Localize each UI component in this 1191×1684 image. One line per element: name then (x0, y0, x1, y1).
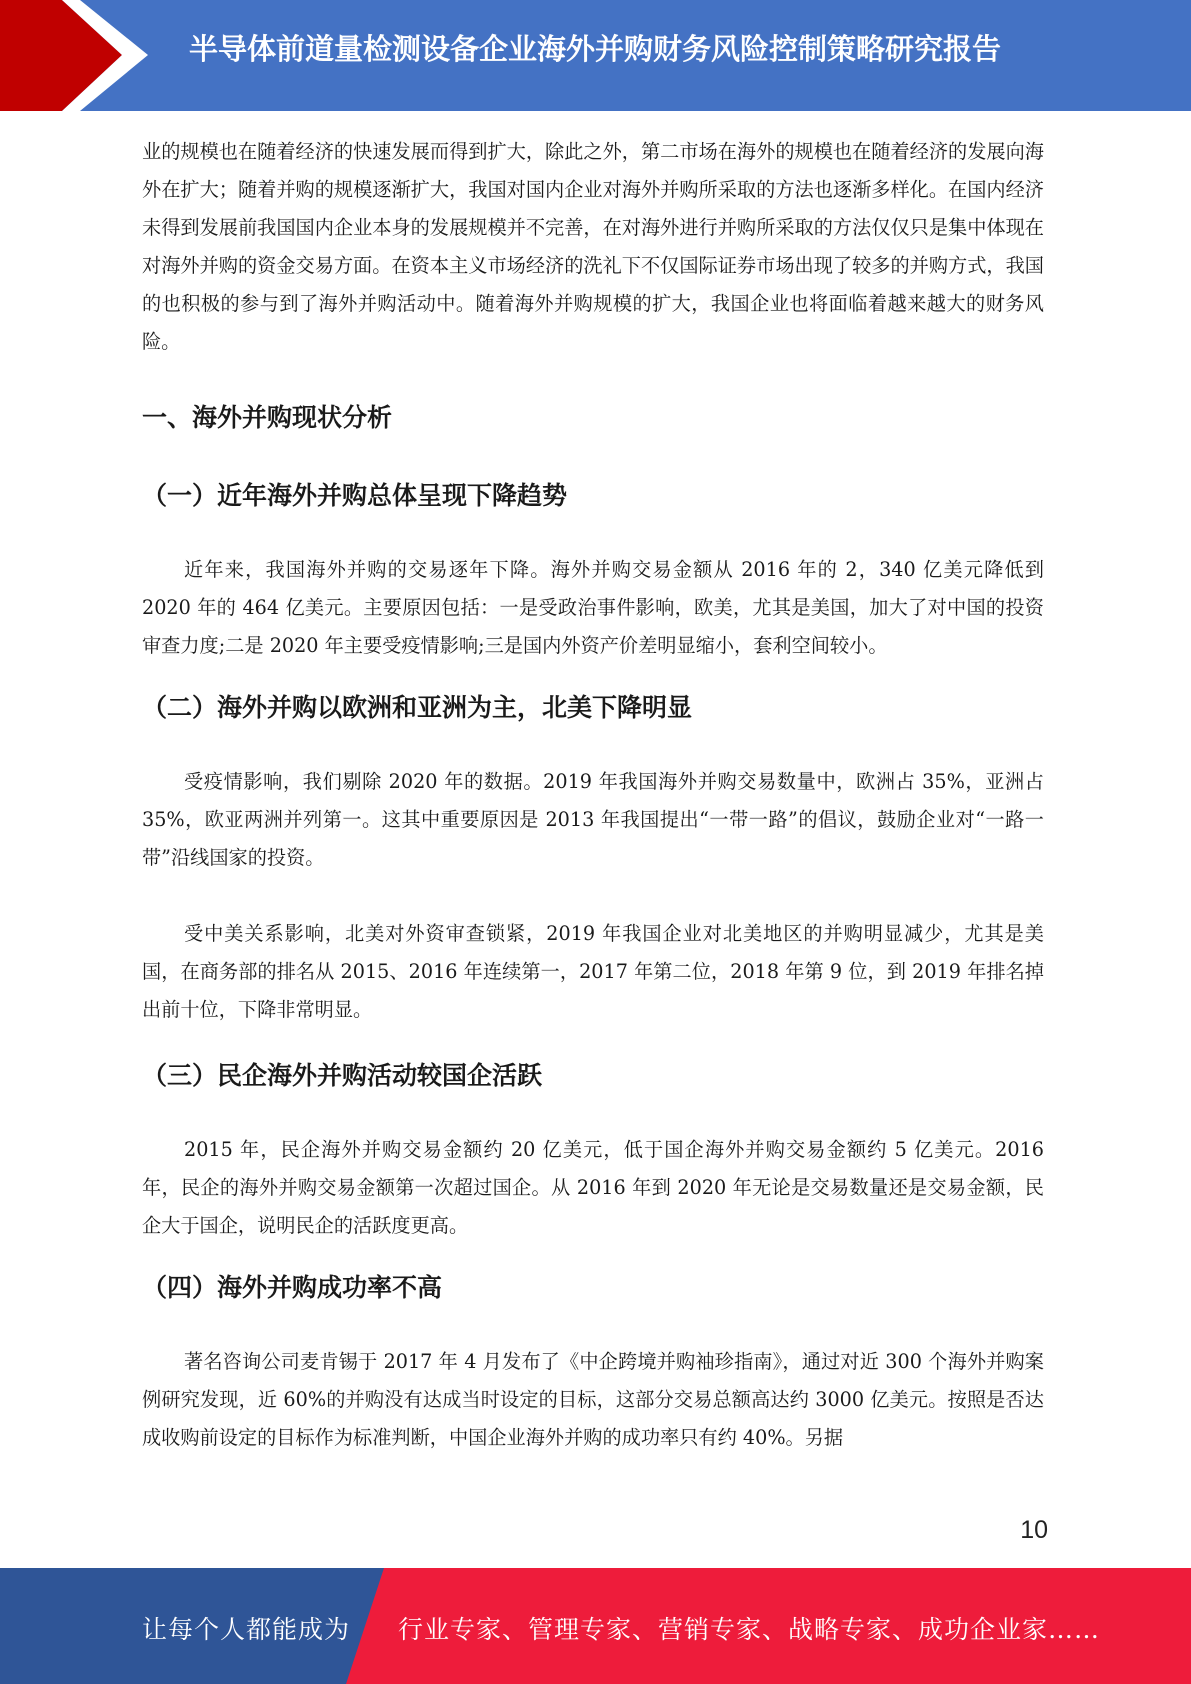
page-body (142, 133, 1044, 1457)
report-title: 半导体前道量检测设备企业海外并购财务风险控制策略研究报告 (188, 32, 1001, 66)
header-arrow-decoration (0, 0, 160, 111)
subsection-2-paragraph-2: 受中美关系影响，北美对外资审查锁紧，2019 年我国企业对北美地区的并购明显减少，尤其是美国，在商务部的排名从 2015、2016 年连续第一，2017 年第二位，2018 年第 9 位，到 2019 年排名掉出前十位，下降非常明显。 (142, 922, 1044, 1021)
footer-slogan-right: 行业专家、管理专家、营销专家、战略专家、成功企业家…… (398, 1615, 1101, 1644)
intro-paragraph: 业的规模也在随着经济的快速发展而得到扩大，除此之外，第二市场在海外的规模也在随着经济的发展向海外在扩大；随着并购的规模逐渐扩大，我国对国内企业对海外并购所采取的方法也逐渐多样化。在国内经济未得到发展前我国国内企业本身的发展规模并不完善，在对海外进行并购所采取的方法仅仅只是集中体现在对海外并购的资金交易方面。在资本主义市场经济的洗礼下不仅国际证券市场出现了较多的并购方式，我国的也积极的参与到了海外并购活动中。随着海外并购规模的扩大，我国企业也将面临着越来越大的财务风险。 (142, 140, 1044, 353)
subsection-heading-1: （一）近年海外并购总体呈现下降趋势 (142, 481, 568, 510)
header-red-arrow (0, 0, 122, 111)
subsection-1-paragraph: 近年来，我国海外并购的交易逐年下降。海外并购交易金额从 2016 年的 2，340 亿美元降低到 2020 年的 464 亿美元。主要原因包括：一是受政治事件影响，欧美，尤其是美国，加大了对中国的投资审查力度;二是 2020 年主要受疫情影响;三是国内外资产价差明显缩小，套利空间较小。 (142, 558, 1044, 657)
subsection-4-paragraph: 著名咨询公司麦肯锡于 2017 年 4 月发布了《中企跨境并购袖珍指南》，通过对近 300 个海外并购案例研究发现，近 60%的并购没有达成当时设定的目标，这部分交易总额高达约 3000 亿美元。按照是否达成收购前设定的目标作为标准判断，中国企业海外并购的成功率只有约 40%。另据 (142, 1350, 1044, 1449)
subsection-2-paragraph-1: 受疫情影响，我们剔除 2020 年的数据。2019 年我国海外并购交易数量中，欧洲占 35%，亚洲占 35%，欧亚两洲并列第一。这其中重要原因是 2013 年我国提出“一带一路”的倡议，鼓励企业对“一路一带”沿线国家的投资。 (142, 770, 1044, 869)
subsection-3-paragraph: 2015 年，民企海外并购交易金额约 20 亿美元，低于国企海外并购交易金额约 5 亿美元。2016 年，民企的海外并购交易金额第一次超过国企。从 2016 年到 2020 年无论是交易数量还是交易金额，民企大于国企，说明民企的活跃度更高。 (142, 1138, 1044, 1237)
subsection-heading-4: （四）海外并购成功率不高 (142, 1273, 443, 1302)
subsection-heading-3: （三）民企海外并购活动较国企活跃 (142, 1061, 543, 1090)
section-heading: 一、海外并购现状分析 (142, 403, 393, 432)
footer-slogan-left: 让每个人都能成为 (142, 1615, 351, 1644)
page-footer (0, 1568, 1191, 1684)
page-header (0, 0, 1191, 111)
page-number: 10 (1020, 1516, 1048, 1544)
subsection-heading-2: （二）海外并购以欧洲和亚洲为主，北美下降明显 (142, 693, 693, 722)
